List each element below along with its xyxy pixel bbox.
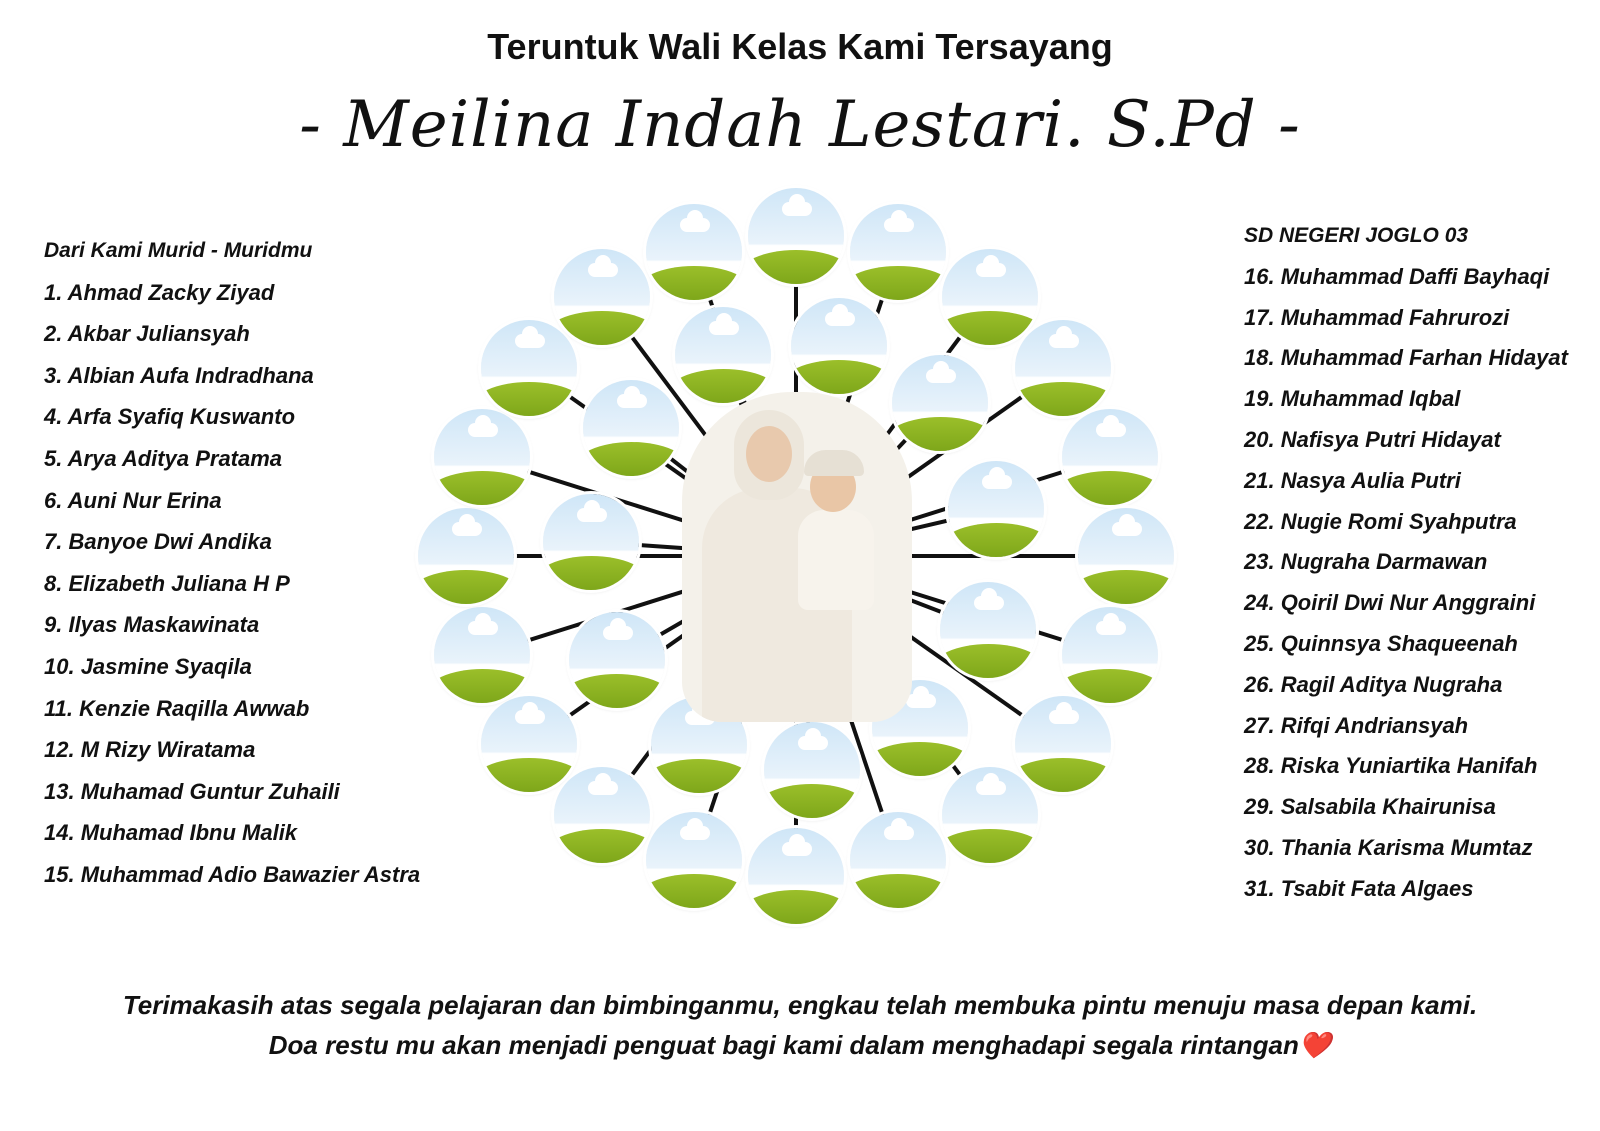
cloud-icon	[680, 218, 710, 232]
student-name: 24. Qoiril Dwi Nur Anggraini	[1244, 590, 1536, 616]
student-name: 26. Ragil Aditya Nugraha	[1244, 671, 1503, 697]
cloud-icon	[468, 621, 498, 635]
footer-message: Terimakasih atas segala pelajaran dan bimbinganmu, engkau telah membuka pintu menuju masa depan kami.	[122, 990, 1478, 1020]
footer-message: Doa restu mu akan menjadi penguat bagi kami dalam menghadapi segala rintangan❤️	[268, 1030, 1332, 1060]
student-photo-placeholder	[543, 494, 639, 590]
student-name: 15. Muhammad Adio Bawazier Astra	[44, 861, 421, 887]
cloud-icon	[782, 842, 812, 856]
hill-icon	[646, 266, 742, 300]
student-photo-placeholder	[942, 249, 1038, 345]
portrait-figure	[746, 426, 792, 482]
cloud-icon	[974, 596, 1004, 610]
student-name: 5. Arya Aditya Pratama	[44, 445, 283, 471]
cloud-icon	[1112, 522, 1142, 536]
cloud-icon	[680, 826, 710, 840]
portrait-figure	[798, 510, 874, 610]
cloud-icon	[926, 369, 956, 383]
hill-icon	[569, 674, 665, 708]
cloud-icon	[709, 321, 739, 335]
hill-icon	[791, 360, 887, 394]
student-photo-placeholder	[583, 380, 679, 476]
cloud-icon	[577, 508, 607, 522]
hill-icon	[948, 523, 1044, 557]
student-name: 17. Muhammad Fahrurozi	[1244, 304, 1510, 330]
cloud-icon	[468, 423, 498, 437]
cloud-icon	[884, 826, 914, 840]
student-photo-placeholder	[948, 461, 1044, 557]
student-name: 13. Muhamad Guntur Zuhaili	[44, 778, 340, 804]
hill-icon	[940, 644, 1036, 678]
student-photo-placeholder	[850, 812, 946, 908]
student-photo-placeholder	[646, 812, 742, 908]
page-title: Teruntuk Wali Kelas Kami Tersayang	[487, 26, 1113, 67]
cloud-icon	[1049, 334, 1079, 348]
cloud-icon	[884, 218, 914, 232]
student-name: 4. Arfa Syafiq Kuswanto	[44, 404, 296, 430]
hill-icon	[748, 890, 844, 924]
cloud-icon	[976, 781, 1006, 795]
student-name: 21. Nasya Aulia Putri	[1244, 467, 1461, 493]
hill-icon	[651, 759, 747, 793]
cloud-icon	[1049, 710, 1079, 724]
student-name: 14. Muhamad Ibnu Malik	[44, 820, 298, 846]
hill-icon	[481, 758, 577, 792]
hill-icon	[764, 784, 860, 818]
cloud-icon	[798, 736, 828, 750]
cloud-icon	[825, 312, 855, 326]
hill-icon	[554, 311, 650, 345]
cloud-icon	[782, 202, 812, 216]
teacher-name: - Meilina Indah Lestari. S.Pd -	[299, 88, 1301, 162]
hill-icon	[583, 442, 679, 476]
student-list-right	[1244, 216, 1568, 910]
student-name: 23. Nugraha Darmawan	[1244, 549, 1488, 575]
student-photo-placeholder	[850, 204, 946, 300]
cloud-icon	[906, 694, 936, 708]
hill-icon	[942, 829, 1038, 863]
hill-icon	[872, 742, 968, 776]
student-name: 8. Elizabeth Juliana H P	[44, 570, 290, 596]
student-photo-placeholder	[554, 249, 650, 345]
hill-icon	[418, 570, 514, 604]
student-photo-placeholder	[646, 204, 742, 300]
student-photo-placeholder	[569, 612, 665, 708]
cloud-icon	[976, 263, 1006, 277]
student-photo-placeholder	[942, 767, 1038, 863]
student-name: 7. Banyoe Dwi Andika	[44, 529, 272, 555]
portrait-figure	[804, 450, 864, 476]
student-photo-placeholder	[418, 508, 514, 604]
cloud-icon	[603, 626, 633, 640]
student-name: 6. Auni Nur Erina	[44, 487, 222, 513]
student-name: 19. Muhammad Iqbal	[1244, 386, 1461, 412]
hill-icon	[543, 556, 639, 590]
hill-icon	[434, 669, 530, 703]
hill-icon	[646, 874, 742, 908]
student-name: 10. Jasmine Syaqila	[44, 653, 252, 679]
hill-icon	[1062, 471, 1158, 505]
student-photo-placeholder	[434, 409, 530, 505]
student-photo-placeholder	[748, 188, 844, 284]
hill-icon	[554, 829, 650, 863]
cloud-icon	[1096, 621, 1126, 635]
student-name: 12. M Rizy Wiratama	[44, 737, 256, 763]
hill-icon	[1078, 570, 1174, 604]
hill-icon	[850, 266, 946, 300]
student-name: 22. Nugie Romi Syahputra	[1244, 508, 1517, 534]
cloud-icon	[982, 475, 1012, 489]
photo-collage	[420, 170, 1200, 930]
cloud-icon	[515, 710, 545, 724]
student-name: 2. Akbar Juliansyah	[44, 321, 250, 347]
student-photo-placeholder	[1062, 409, 1158, 505]
cloud-icon	[617, 394, 647, 408]
list-heading: Dari Kami Murid - Muridmu	[44, 239, 313, 262]
student-photo-placeholder	[748, 828, 844, 924]
hill-icon	[434, 471, 530, 505]
school-name: SD NEGERI JOGLO 03	[1244, 224, 1469, 247]
hill-icon	[850, 874, 946, 908]
cloud-icon	[452, 522, 482, 536]
hill-icon	[481, 382, 577, 416]
student-name: 27. Rifqi Andriansyah	[1244, 712, 1469, 738]
hill-icon	[892, 417, 988, 451]
student-photo-placeholder	[892, 355, 988, 451]
student-photo-placeholder	[764, 722, 860, 818]
student-name: 30. Thania Karisma Mumtaz	[1244, 834, 1533, 860]
student-name: 31. Tsabit Fata Algaes	[1244, 875, 1474, 901]
student-name: 25. Quinnsya Shaqueenah	[1244, 630, 1518, 656]
student-name: 29. Salsabila Khairunisa	[1244, 794, 1496, 820]
student-photo-placeholder	[481, 696, 577, 792]
student-photo-placeholder	[1062, 607, 1158, 703]
student-photo-placeholder	[675, 307, 771, 403]
student-photo-placeholder	[1078, 508, 1174, 604]
student-photo-placeholder	[434, 607, 530, 703]
student-list-left	[44, 230, 420, 896]
cloud-icon	[515, 334, 545, 348]
hill-icon	[748, 250, 844, 284]
student-photo-placeholder	[1015, 696, 1111, 792]
cloud-icon	[588, 781, 618, 795]
student-photo-placeholder	[1015, 320, 1111, 416]
cloud-icon	[1096, 423, 1126, 437]
student-name: 3. Albian Aufa Indradhana	[44, 362, 314, 388]
student-photo-placeholder	[791, 298, 887, 394]
cloud-icon	[588, 263, 618, 277]
student-name: 28. Riska Yuniartika Hanifah	[1244, 753, 1538, 779]
student-name: 9. Ilyas Maskawinata	[44, 612, 260, 638]
student-photo-placeholder	[940, 582, 1036, 678]
student-name: 16. Muhammad Daffi Bayhaqi	[1244, 263, 1550, 289]
teacher-photo	[682, 392, 912, 722]
student-name: 1. Ahmad Zacky Ziyad	[44, 279, 275, 305]
student-name: 18. Muhammad Farhan Hidayat	[1244, 345, 1568, 371]
student-name: 20. Nafisya Putri Hidayat	[1244, 426, 1501, 452]
student-name: 11. Kenzie Raqilla Awwab	[44, 695, 310, 721]
